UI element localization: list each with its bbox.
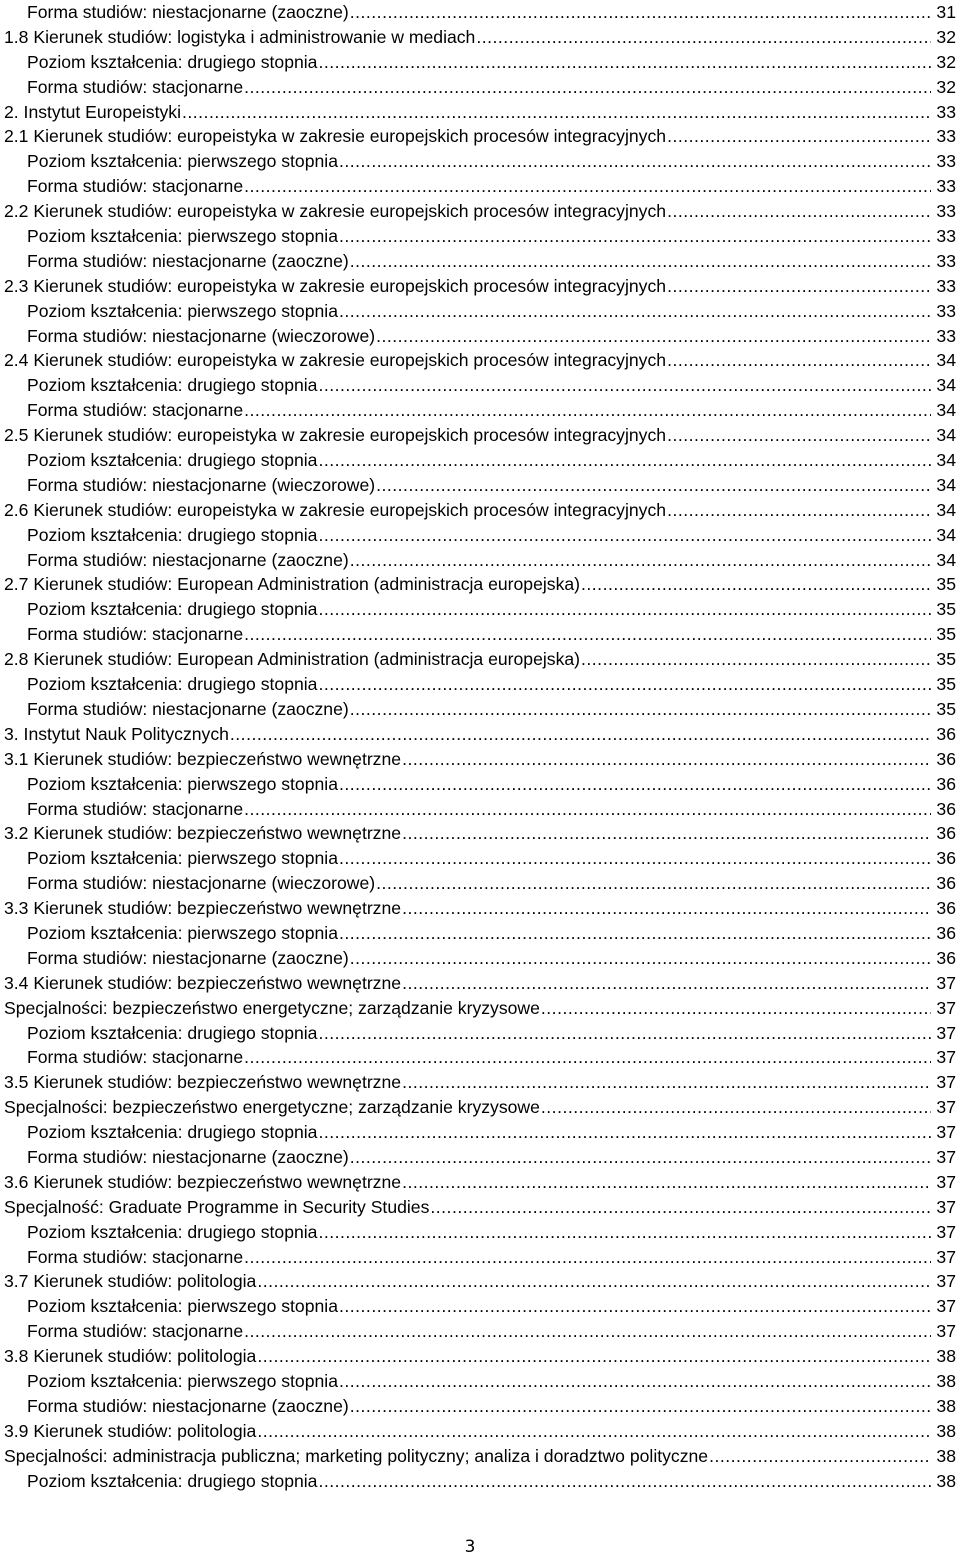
toc-entry[interactable] — [4, 597, 960, 622]
toc-entry-page: 37 — [936, 972, 956, 993]
toc-entry[interactable] — [4, 1045, 960, 1070]
toc-entry-title: Forma studiów: stacjonarne — [27, 1246, 244, 1267]
toc-dot-leader — [402, 896, 931, 921]
toc-entry-title: Poziom kształcenia: pierwszego stopnia — [27, 1370, 338, 1391]
toc-entry-title: 2. Instytut Europeistyki — [4, 101, 181, 122]
toc-entry-title: Poziom kształcenia: drugiego stopnia — [27, 1221, 318, 1242]
toc-entry-title: Poziom kształcenia: drugiego stopnia — [27, 674, 318, 695]
toc-entry-title: Forma studiów: stacjonarne — [27, 1047, 244, 1068]
toc-entry-page: 33 — [936, 151, 956, 172]
toc-entry[interactable] — [4, 697, 960, 722]
toc-entry-title: Forma studiów: stacjonarne — [27, 176, 244, 197]
toc-entry-page: 33 — [936, 126, 956, 147]
toc-entry[interactable] — [4, 1419, 960, 1444]
toc-entry-page: 33 — [936, 101, 956, 122]
toc-entry-title: Forma studiów: stacjonarne — [27, 400, 244, 421]
toc-entry[interactable] — [4, 1369, 960, 1394]
toc-entry[interactable] — [4, 1269, 960, 1294]
toc-dot-leader — [230, 722, 931, 747]
toc-entry-page: 37 — [936, 1097, 956, 1118]
toc-entry-title: Forma studiów: niestacjonarne (wieczorowe) — [27, 325, 376, 346]
toc-entry-title: Forma studiów: niestacjonarne (zaoczne) — [27, 698, 349, 719]
toc-dot-leader — [244, 1045, 931, 1070]
toc-entry[interactable] — [4, 1070, 960, 1095]
toc-entry-page: 34 — [936, 524, 956, 545]
toc-entry-page: 37 — [936, 1321, 956, 1342]
toc-dot-leader — [318, 373, 931, 398]
toc-entry[interactable] — [4, 622, 960, 647]
toc-entry[interactable] — [4, 25, 960, 50]
toc-entry-page: 33 — [936, 250, 956, 271]
toc-entry-page: 35 — [936, 599, 956, 620]
toc-entry-title: Specjalności: bezpieczeństwo energetyczne; zarządzanie kryzysowe — [4, 1097, 540, 1118]
toc-entry[interactable] — [4, 1095, 960, 1120]
toc-entry-page: 33 — [936, 300, 956, 321]
toc-entry-page: 36 — [936, 947, 956, 968]
toc-entry-title: 2.5 Kierunek studiów: europeistyka w zakresie europejskich procesów integracyjnych — [4, 425, 667, 446]
toc-entry-page: 35 — [936, 624, 956, 645]
toc-entry-page: 33 — [936, 226, 956, 247]
toc-entry-page: 34 — [936, 499, 956, 520]
toc-dot-leader — [402, 1070, 931, 1095]
toc-entry-page: 34 — [936, 350, 956, 371]
toc-entry-title: 3.3 Kierunek studiów: bezpieczeństwo wewnętrzne — [4, 898, 402, 919]
toc-entry-title: Poziom kształcenia: drugiego stopnia — [27, 599, 318, 620]
toc-entry-title: Poziom kształcenia: pierwszego stopnia — [27, 1296, 338, 1317]
toc-entry-page: 32 — [936, 76, 956, 97]
toc-entry-page: 38 — [936, 1370, 956, 1391]
toc-entry[interactable] — [4, 324, 960, 349]
toc-entry[interactable] — [4, 523, 960, 548]
toc-entry-title: 3. Instytut Nauk Politycznych — [4, 723, 229, 744]
toc-dot-leader — [244, 174, 931, 199]
toc-entry-page: 37 — [936, 1171, 956, 1192]
toc-entry[interactable] — [4, 100, 960, 125]
toc-dot-leader — [667, 348, 931, 373]
toc-entry-page: 33 — [936, 176, 956, 197]
toc-entry-page: 36 — [936, 798, 956, 819]
toc-entry[interactable] — [4, 174, 960, 199]
toc-entry[interactable] — [4, 398, 960, 423]
toc-entry-page: 36 — [936, 922, 956, 943]
toc-entry[interactable] — [4, 572, 960, 597]
toc-entry-page: 35 — [936, 674, 956, 695]
toc-dot-leader — [667, 124, 931, 149]
toc-dot-leader — [318, 1021, 931, 1046]
toc-entry-page: 37 — [936, 1296, 956, 1317]
toc-entry-title: 3.8 Kierunek studiów: politologia — [4, 1346, 257, 1367]
toc-entry[interactable] — [4, 348, 960, 373]
toc-entry-page: 36 — [936, 723, 956, 744]
toc-entry-page: 38 — [936, 1346, 956, 1367]
toc-entry[interactable] — [4, 224, 960, 249]
toc-entry[interactable] — [4, 249, 960, 274]
toc-entry-page: 37 — [936, 1271, 956, 1292]
toc-entry[interactable] — [4, 448, 960, 473]
toc-entry[interactable] — [4, 1195, 960, 1220]
toc-entry-title: 3.6 Kierunek studiów: bezpieczeństwo wewnętrzne — [4, 1171, 402, 1192]
toc-dot-leader — [339, 1294, 931, 1319]
toc-dot-leader — [318, 1220, 931, 1245]
toc-entry[interactable] — [4, 1444, 960, 1469]
toc-entry-title: Specjalności: bezpieczeństwo energetyczne; zarządzanie kryzysowe — [4, 997, 540, 1018]
toc-entry[interactable] — [4, 0, 960, 25]
toc-dot-leader — [402, 1170, 931, 1195]
toc-dot-leader — [541, 1095, 931, 1120]
toc-dot-leader — [350, 548, 931, 573]
toc-dot-leader — [541, 996, 931, 1021]
toc-dot-leader — [376, 324, 931, 349]
toc-dot-leader — [244, 75, 931, 100]
toc-entry-page: 33 — [936, 201, 956, 222]
toc-dot-leader — [667, 274, 931, 299]
toc-entry-page: 36 — [936, 823, 956, 844]
toc-entry-title: 2.1 Kierunek studiów: europeistyka w zakresie europejskich procesów integracyjnych — [4, 126, 667, 147]
toc-entry[interactable] — [4, 797, 960, 822]
toc-entry-page: 36 — [936, 873, 956, 894]
toc-entry[interactable] — [4, 1319, 960, 1344]
toc-entry[interactable] — [4, 498, 960, 523]
toc-entry[interactable] — [4, 996, 960, 1021]
toc-entry[interactable] — [4, 672, 960, 697]
toc-entry-page: 36 — [936, 848, 956, 869]
toc-dot-leader — [709, 1444, 931, 1469]
toc-dot-leader — [318, 1469, 931, 1494]
toc-entry[interactable] — [4, 722, 960, 747]
toc-entry[interactable] — [4, 1021, 960, 1046]
toc-dot-leader — [257, 1344, 931, 1369]
toc-entry-page: 34 — [936, 549, 956, 570]
toc-entry-title: 2.7 Kierunek studiów: European Administration (administracja europejska) — [4, 574, 581, 595]
toc-dot-leader — [257, 1269, 931, 1294]
toc-entry-title: 2.2 Kierunek studiów: europeistyka w zakresie europejskich procesów integracyjnych — [4, 201, 667, 222]
toc-entry-page: 34 — [936, 450, 956, 471]
toc-dot-leader — [244, 797, 931, 822]
toc-entry-title: 3.1 Kierunek studiów: bezpieczeństwo wewnętrzne — [4, 748, 402, 769]
toc-entry-page: 37 — [936, 1047, 956, 1068]
toc-dot-leader — [376, 473, 931, 498]
toc-entry-title: Forma studiów: niestacjonarne (zaoczne) — [27, 250, 349, 271]
toc-entry-page: 36 — [936, 773, 956, 794]
toc-entry[interactable] — [4, 1120, 960, 1145]
table-of-contents — [4, 0, 960, 1493]
toc-entry-title: Poziom kształcenia: drugiego stopnia — [27, 450, 318, 471]
toc-entry-page: 34 — [936, 400, 956, 421]
toc-entry[interactable] — [4, 1220, 960, 1245]
toc-entry[interactable] — [4, 199, 960, 224]
toc-dot-leader — [318, 448, 931, 473]
toc-entry-page: 36 — [936, 748, 956, 769]
toc-dot-leader — [244, 622, 931, 647]
toc-entry[interactable] — [4, 299, 960, 324]
toc-dot-leader — [182, 100, 931, 125]
toc-entry-title: 2.6 Kierunek studiów: europeistyka w zakresie europejskich procesów integracyjnych — [4, 499, 667, 520]
toc-entry-title: 2.4 Kierunek studiów: europeistyka w zakresie europejskich procesów integracyjnych — [4, 350, 667, 371]
toc-entry-title: Forma studiów: niestacjonarne (zaoczne) — [27, 1395, 349, 1416]
toc-entry[interactable] — [4, 423, 960, 448]
toc-dot-leader — [402, 747, 931, 772]
toc-entry[interactable] — [4, 1170, 960, 1195]
toc-dot-leader — [350, 1394, 931, 1419]
toc-entry-title: Specjalności: administracja publiczna; marketing polityczny; analiza i doradztwo polityczne — [4, 1445, 709, 1466]
toc-entry-title: Poziom kształcenia: pierwszego stopnia — [27, 151, 338, 172]
toc-entry-title: 3.7 Kierunek studiów: politologia — [4, 1271, 257, 1292]
toc-entry-title: Poziom kształcenia: pierwszego stopnia — [27, 773, 338, 794]
toc-entry[interactable] — [4, 946, 960, 971]
toc-entry-title: Specjalność: Graduate Programme in Security Studies — [4, 1196, 430, 1217]
toc-dot-leader — [318, 50, 931, 75]
toc-entry-title: Forma studiów: niestacjonarne (zaoczne) — [27, 1146, 349, 1167]
toc-dot-leader — [402, 971, 931, 996]
toc-dot-leader — [339, 149, 931, 174]
toc-dot-leader — [339, 921, 931, 946]
toc-dot-leader — [430, 1195, 931, 1220]
toc-dot-leader — [350, 697, 931, 722]
toc-entry-page: 33 — [936, 325, 956, 346]
toc-dot-leader — [350, 0, 931, 25]
toc-entry[interactable] — [4, 871, 960, 896]
toc-entry[interactable] — [4, 921, 960, 946]
toc-entry-title: Forma studiów: niestacjonarne (wieczorowe) — [27, 873, 376, 894]
toc-dot-leader — [244, 1245, 931, 1270]
toc-entry[interactable] — [4, 647, 960, 672]
toc-entry-page: 38 — [936, 1420, 956, 1441]
toc-entry-page: 38 — [936, 1445, 956, 1466]
toc-entry[interactable] — [4, 1245, 960, 1270]
toc-entry-title: Forma studiów: niestacjonarne (wieczorowe) — [27, 474, 376, 495]
toc-entry-page: 37 — [936, 1072, 956, 1093]
toc-entry-page: 38 — [936, 1395, 956, 1416]
toc-entry-page: 37 — [936, 1022, 956, 1043]
toc-entry[interactable] — [4, 846, 960, 871]
toc-dot-leader — [339, 224, 931, 249]
toc-dot-leader — [667, 423, 931, 448]
toc-entry-title: Poziom kształcenia: pierwszego stopnia — [27, 226, 338, 247]
toc-dot-leader — [581, 572, 931, 597]
toc-entry-title: Forma studiów: stacjonarne — [27, 624, 244, 645]
toc-entry-title: 3.9 Kierunek studiów: politologia — [4, 1420, 257, 1441]
toc-entry-title: Forma studiów: niestacjonarne (zaoczne) — [27, 549, 349, 570]
toc-dot-leader — [318, 672, 931, 697]
toc-entry-title: Forma studiów: niestacjonarne (zaoczne) — [27, 947, 349, 968]
toc-entry[interactable] — [4, 1294, 960, 1319]
toc-dot-leader — [350, 1145, 931, 1170]
toc-dot-leader — [318, 523, 931, 548]
toc-entry-page: 37 — [936, 1122, 956, 1143]
toc-entry-title: 3.2 Kierunek studiów: bezpieczeństwo wewnętrzne — [4, 823, 402, 844]
toc-entry[interactable] — [4, 50, 960, 75]
toc-entry-title: Forma studiów: stacjonarne — [27, 798, 244, 819]
toc-entry-page: 32 — [936, 26, 956, 47]
toc-dot-leader — [318, 1120, 931, 1145]
toc-entry[interactable] — [4, 821, 960, 846]
toc-dot-leader — [667, 498, 931, 523]
toc-entry[interactable] — [4, 971, 960, 996]
toc-entry-page: 34 — [936, 474, 956, 495]
toc-entry[interactable] — [4, 75, 960, 100]
toc-entry-title: Forma studiów: stacjonarne — [27, 1321, 244, 1342]
toc-entry-page: 35 — [936, 698, 956, 719]
toc-dot-leader — [376, 871, 931, 896]
toc-entry-title: Forma studiów: niestacjonarne (zaoczne) — [27, 2, 349, 22]
page-number: 3 — [464, 1537, 476, 1557]
toc-entry-page: 34 — [936, 375, 956, 396]
toc-entry-title: Poziom kształcenia: drugiego stopnia — [27, 524, 318, 545]
toc-entry-title: 2.8 Kierunek studiów: European Administration (administracja europejska) — [4, 649, 581, 670]
toc-dot-leader — [244, 398, 931, 423]
toc-entry[interactable] — [4, 373, 960, 398]
toc-entry[interactable] — [4, 548, 960, 573]
toc-entry-title: Poziom kształcenia: drugiego stopnia — [27, 1122, 318, 1143]
toc-entry[interactable] — [4, 1344, 960, 1369]
toc-dot-leader — [402, 821, 931, 846]
toc-dot-leader — [339, 299, 931, 324]
toc-entry[interactable] — [4, 274, 960, 299]
toc-entry-page: 35 — [936, 574, 956, 595]
toc-entry-title: Poziom kształcenia: drugiego stopnia — [27, 51, 318, 72]
toc-entry[interactable] — [4, 772, 960, 797]
toc-entry-title: 3.5 Kierunek studiów: bezpieczeństwo wewnętrzne — [4, 1072, 402, 1093]
toc-dot-leader — [339, 1369, 931, 1394]
toc-dot-leader — [581, 647, 931, 672]
toc-entry-title: 2.3 Kierunek studiów: europeistyka w zakresie europejskich procesów integracyjnych — [4, 275, 667, 296]
toc-entry-page: 37 — [936, 1221, 956, 1242]
toc-entry-title: Poziom kształcenia: pierwszego stopnia — [27, 922, 338, 943]
toc-dot-leader — [667, 199, 931, 224]
toc-dot-leader — [339, 846, 931, 871]
toc-dot-leader — [350, 249, 931, 274]
toc-dot-leader — [339, 772, 931, 797]
toc-dot-leader — [244, 1319, 931, 1344]
toc-entry[interactable] — [4, 747, 960, 772]
toc-entry-title: Poziom kształcenia: drugiego stopnia — [27, 1470, 318, 1491]
toc-entry[interactable] — [4, 149, 960, 174]
toc-dot-leader — [257, 1419, 931, 1444]
toc-entry-page: 37 — [936, 1196, 956, 1217]
toc-entry-title: Poziom kształcenia: pierwszego stopnia — [27, 300, 338, 321]
toc-dot-leader — [318, 597, 931, 622]
toc-entry-title: Poziom kształcenia: pierwszego stopnia — [27, 848, 338, 869]
toc-entry-page: 31 — [936, 2, 956, 22]
toc-entry[interactable] — [4, 1469, 960, 1494]
toc-entry-title: Poziom kształcenia: drugiego stopnia — [27, 375, 318, 396]
toc-entry-page: 36 — [936, 898, 956, 919]
toc-entry-title: Forma studiów: stacjonarne — [27, 76, 244, 97]
toc-dot-leader — [476, 25, 931, 50]
toc-entry-page: 35 — [936, 649, 956, 670]
toc-entry-title: 1.8 Kierunek studiów: logistyka i administrowanie w mediach — [4, 26, 476, 47]
toc-entry[interactable] — [4, 1394, 960, 1419]
toc-entry-page: 37 — [936, 1146, 956, 1167]
toc-dot-leader — [350, 946, 931, 971]
toc-entry-title: Poziom kształcenia: drugiego stopnia — [27, 1022, 318, 1043]
toc-entry-page: 37 — [936, 997, 956, 1018]
toc-entry[interactable] — [4, 896, 960, 921]
toc-entry-page: 32 — [936, 51, 956, 72]
toc-entry-page: 33 — [936, 275, 956, 296]
toc-entry[interactable] — [4, 1145, 960, 1170]
toc-entry[interactable] — [4, 124, 960, 149]
toc-entry-title: 3.4 Kierunek studiów: bezpieczeństwo wewnętrzne — [4, 972, 402, 993]
toc-entry-page: 34 — [936, 425, 956, 446]
toc-entry[interactable] — [4, 473, 960, 498]
toc-entry-page: 37 — [936, 1246, 956, 1267]
toc-entry-page: 38 — [936, 1470, 956, 1491]
